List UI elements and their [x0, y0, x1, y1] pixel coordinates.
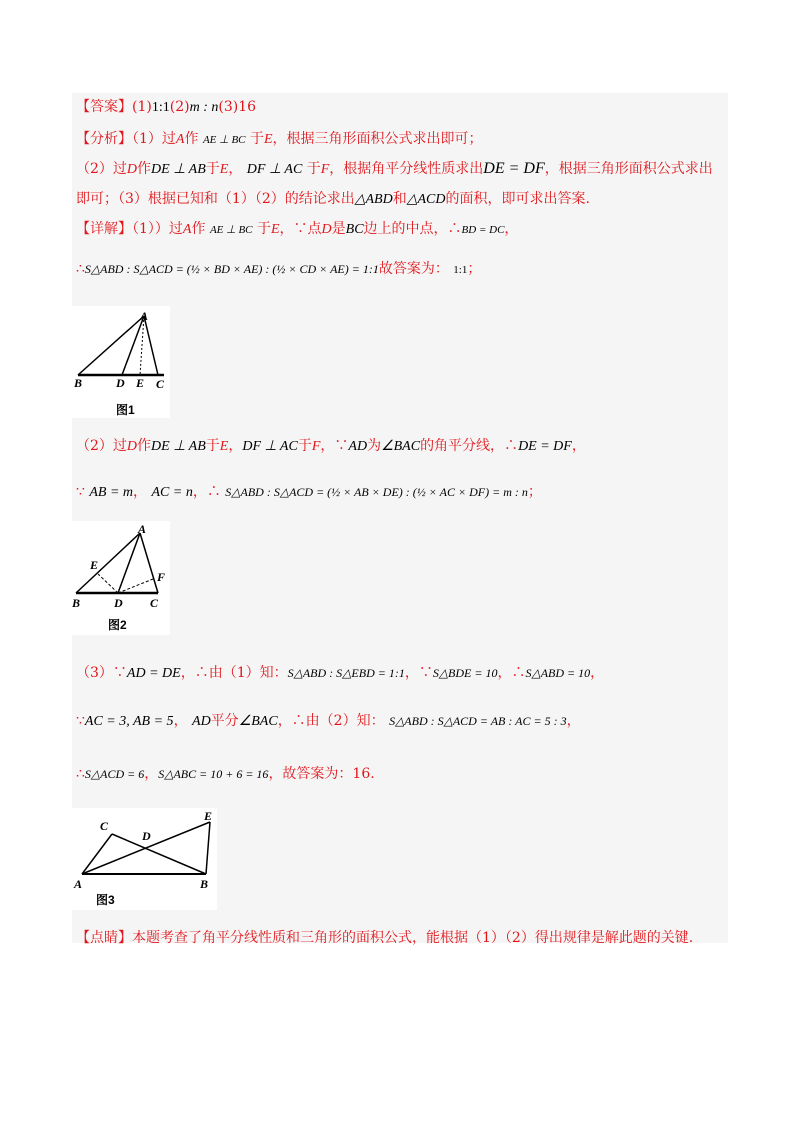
- text-fragment: 边上的中点，∴: [363, 221, 462, 237]
- part2-line-2: [76, 483, 542, 502]
- text-fragment: ∵: [76, 484, 85, 500]
- text-fragment: ，: [571, 438, 586, 454]
- text-fragment: 故答案为：: [378, 261, 449, 277]
- figure-2: [72, 521, 170, 635]
- text-fragment: DE = DF: [518, 439, 572, 454]
- text-fragment: ，∵: [404, 665, 433, 681]
- fig2-caption: 图2: [108, 618, 127, 632]
- text-fragment: ，: [590, 665, 605, 681]
- analysis-line-3: [76, 190, 590, 209]
- fig1-label-E: E: [136, 376, 145, 390]
- text-fragment: AD: [192, 714, 211, 729]
- analysis-tag: 【分析】: [76, 131, 132, 147]
- text-fragment: AC = 3, AB = 5: [84, 714, 174, 729]
- analysis-line-1: [76, 130, 483, 149]
- text-fragment: 作: [137, 161, 152, 177]
- text-fragment: BC: [345, 222, 364, 237]
- text-fragment: BD = DC: [461, 224, 505, 236]
- text-fragment: (1): [132, 99, 152, 115]
- text-fragment: 于: [297, 438, 312, 454]
- comment-tag: 【点睛】: [76, 930, 132, 946]
- text-fragment: DE = DF: [483, 160, 545, 177]
- text-fragment: DF ⊥ AC: [246, 162, 303, 177]
- fig1-caption: 图1: [116, 403, 135, 417]
- text-fragment: ，: [504, 221, 519, 237]
- text-fragment: ，: [144, 766, 159, 782]
- text-fragment: △ACD: [406, 192, 446, 207]
- text-fragment: ，故答案为：16.: [268, 766, 375, 782]
- text-fragment: 即可；（3）根据已知和（1）（2）的结论求出: [76, 191, 355, 207]
- text-fragment: （2）过: [76, 161, 127, 177]
- text-fragment: ，∴: [192, 484, 221, 500]
- text-fragment: 作: [184, 131, 199, 147]
- text-fragment: ∠BAC: [238, 714, 278, 729]
- text-fragment: ，根据三角形面积公式求出: [544, 161, 713, 177]
- text-fragment: AD: [348, 439, 368, 454]
- text-fragment: （2）过: [76, 438, 127, 454]
- analysis-line-2: [76, 160, 713, 179]
- text-fragment: AE ⊥ BC: [202, 134, 246, 146]
- text-fragment: ，∴由（2）知：: [277, 713, 385, 729]
- text-fragment: F: [320, 162, 330, 177]
- text-fragment: ，∵点: [279, 221, 322, 237]
- text-fragment: D: [126, 162, 138, 177]
- fig2-label-F: F: [157, 570, 166, 584]
- fig2-label-C: C: [150, 596, 159, 610]
- text-fragment: ∴: [76, 261, 85, 277]
- part3-line-3: [76, 765, 375, 783]
- text-fragment: AB = m: [89, 485, 134, 500]
- answer-line: [76, 98, 256, 117]
- text-fragment: AD = DE: [126, 666, 181, 681]
- fig2-label-D: D: [114, 596, 123, 610]
- text-fragment: S△ACD = 6: [84, 767, 145, 781]
- text-fragment: （3）∵: [76, 665, 127, 681]
- text-fragment: ，: [228, 438, 243, 454]
- text-fragment: S△ABD : S△ACD = (½ × AB × DE) : (½ × AC × DF) = m : n: [225, 485, 528, 499]
- text-fragment: m : n: [189, 100, 219, 115]
- fig3-label-D: D: [142, 829, 151, 843]
- text-fragment: 于: [256, 221, 271, 237]
- text-fragment: ，: [228, 161, 243, 177]
- text-fragment: （1）过: [132, 131, 176, 147]
- detail-line-1: [76, 220, 518, 239]
- text-fragment: DF ⊥ AC: [242, 439, 298, 454]
- text-fragment: △ABD: [354, 192, 393, 207]
- text-fragment: 和: [392, 191, 407, 207]
- fig3-label-C: C: [100, 819, 109, 833]
- answer-tag: 【答案】: [76, 99, 132, 115]
- text-fragment: E: [219, 162, 229, 177]
- fig3-label-A: A: [74, 877, 83, 891]
- part3-line-1: [76, 664, 604, 683]
- text-fragment: ；: [467, 261, 482, 277]
- text-fragment: D: [321, 222, 332, 237]
- text-fragment: S△BDE = 10: [432, 666, 498, 680]
- figure-1: [72, 306, 170, 418]
- text-fragment: ，: [133, 484, 148, 500]
- text-fragment: ，: [173, 713, 188, 729]
- text-fragment: D: [126, 439, 138, 454]
- fig2-label-B: B: [72, 596, 81, 610]
- fig1-label-C: C: [156, 377, 165, 391]
- text-fragment: 于: [306, 161, 321, 177]
- text-fragment: AC = n: [151, 485, 193, 500]
- text-fragment: AE ⊥ BC: [209, 224, 253, 236]
- fig3-label-B: B: [200, 877, 209, 891]
- text-fragment: 的面积，即可求出答案.: [445, 191, 590, 207]
- text-fragment: DE ⊥ AB: [151, 162, 206, 177]
- fig3-label-E: E: [204, 809, 213, 823]
- text-fragment: 于: [205, 438, 220, 454]
- text-fragment: 为: [367, 438, 382, 454]
- text-fragment: 是: [331, 221, 346, 237]
- text-fragment: S△ABD = 10: [525, 666, 591, 680]
- text-fragment: S△ABD : S△ACD = AB : AC = 5 : 3: [389, 714, 567, 728]
- fig1-label-A: A: [140, 309, 149, 323]
- text-fragment: E: [263, 132, 273, 147]
- fig2-label-A: A: [138, 522, 147, 536]
- text-fragment: A: [175, 132, 185, 147]
- text-fragment: DE ⊥ AB: [151, 439, 206, 454]
- text-fragment: ，根据三角形面积公式求出即可；: [272, 131, 483, 147]
- part3-line-2: [76, 712, 581, 731]
- text-fragment: 平分: [210, 713, 239, 729]
- text-fragment: 1:1: [151, 100, 170, 115]
- fig2-label-E: E: [90, 558, 99, 572]
- text-fragment: E: [270, 222, 280, 237]
- text-fragment: ，: [566, 713, 581, 729]
- text-fragment: S△ABD : S△ACD = (½ × BD × AE) : (½ × CD × AE) = 1:1: [84, 262, 379, 276]
- text-fragment: S△ABC = 10 + 6 = 16: [158, 767, 269, 781]
- text-fragment: （1））过: [132, 221, 183, 237]
- text-fragment: ；: [527, 484, 542, 500]
- text-fragment: 于: [249, 131, 264, 147]
- text-fragment: (3)16: [218, 99, 257, 115]
- detail-line-2: [76, 260, 481, 279]
- part2-line-1: [76, 437, 586, 456]
- text-fragment: ，∵: [320, 438, 349, 454]
- text-fragment: (2): [169, 99, 190, 115]
- text-fragment: ∴: [76, 766, 85, 782]
- fig3-caption: 图3: [96, 893, 115, 907]
- text-fragment: ，∴: [497, 665, 526, 681]
- text-fragment: 1:1: [453, 264, 468, 276]
- fig1-label-B: B: [74, 376, 83, 390]
- text-fragment: S△ABD : S△EBD = 1:1: [287, 666, 405, 680]
- text-fragment: ，根据角平分线性质求出: [329, 161, 484, 177]
- text-fragment: ∠BAC: [381, 439, 421, 454]
- text-fragment: ，∴由（1）知：: [180, 665, 288, 681]
- text-fragment: F: [311, 439, 321, 454]
- text-fragment: 本题考查了角平分线性质和三角形的面积公式，能根据（1）（2）得出规律是解此题的关键.: [132, 930, 694, 946]
- text-fragment: 的角平分线，∴: [420, 438, 519, 454]
- text-fragment: 于: [205, 161, 220, 177]
- text-fragment: 作: [191, 221, 206, 237]
- text-fragment: A: [182, 222, 192, 237]
- text-fragment: E: [219, 439, 229, 454]
- text-fragment: ∵: [76, 713, 85, 729]
- comment-line: [76, 929, 693, 947]
- detail-tag: 【详解】: [76, 221, 132, 237]
- fig1-label-D: D: [116, 376, 125, 390]
- text-fragment: 作: [137, 438, 152, 454]
- figure-3: [72, 808, 217, 910]
